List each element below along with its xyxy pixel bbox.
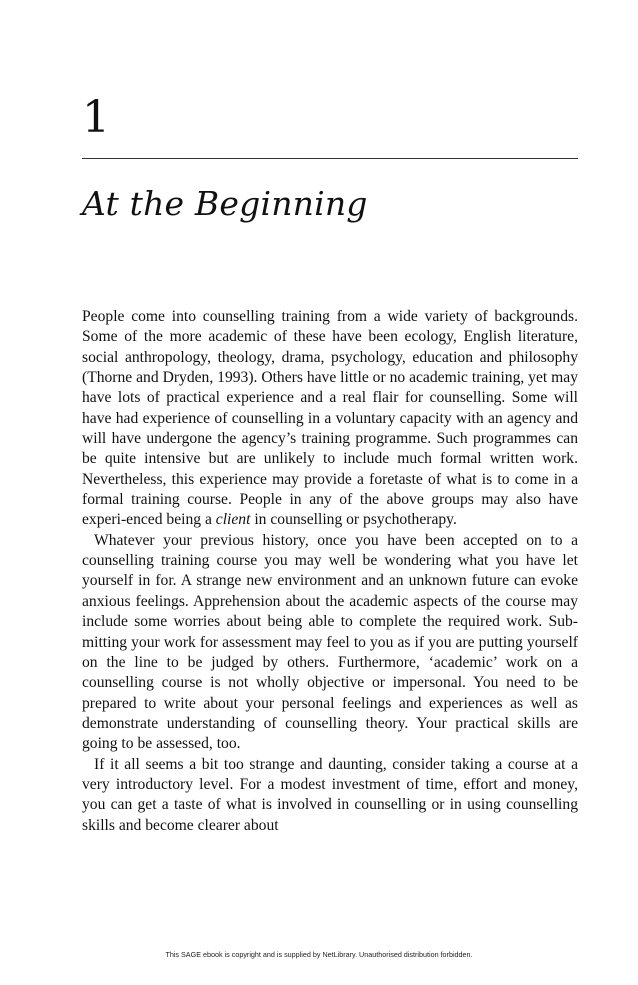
chapter-title: At the Beginning	[82, 184, 368, 223]
body-text	[82, 307, 578, 836]
footer-copyright-notice: This SAGE ebook is copyright and is supplied by NetLibrary. Unauthorised distribution forbidden.	[165, 950, 473, 959]
paragraph-1	[82, 307, 578, 531]
paragraph-2: Whatever your previous history, once you have been accepted on to a counselling training course you may well be wondering what you have let yourself in for. A strange new environment and an unknown future can evoke anxious feelings. Apprehension about the academic aspects of the course may include some worries about being able to complete the required work. Sub-mitting your work for assessment may feel to you as if you are putting yourself on the line to be judged by others. Furthermore, ‘academic’ work on a counselling course is not wholly objective or impersonal. You need to be prepared to write about your personal feelings and experiences as well as demonstrate understanding of counselling theory. Your practical skills are going to be assessed, too.	[82, 531, 578, 753]
paragraph-1-text: People come into counselling training from a wide variety of backgrounds. Some of the more academic of these have been ecology, English literature, social anthropology, theology, drama, psychology, education and philosophy (Thorne and Dryden, 1993). Others have little or no academic training, yet may have lots of practical experience and a real flair for counselling. Some will have had experience of counselling in a voluntary capacity with an agency and will have undergone the agency’s training programme. Such programmes can be quite intensive but are unlikely to include much formal written work. Nevertheless, this experience may provide a foretaste of what is to come in a formal training course. People in any of the above groups may also have experi-enced being a	[82, 308, 578, 529]
chapter-rule	[82, 158, 578, 159]
chapter-number: 1	[82, 92, 110, 143]
paragraph-3: If it all seems a bit too strange and daunting, consider taking a course at a very introductory level. For a modest investment of time, effort and money, you can get a taste of what is involved in counselling or in using counselling skills and become clearer about	[82, 755, 578, 834]
paragraph-1-end: in counselling or psychotherapy.	[250, 511, 457, 529]
emphasis-client: client	[215, 511, 251, 529]
